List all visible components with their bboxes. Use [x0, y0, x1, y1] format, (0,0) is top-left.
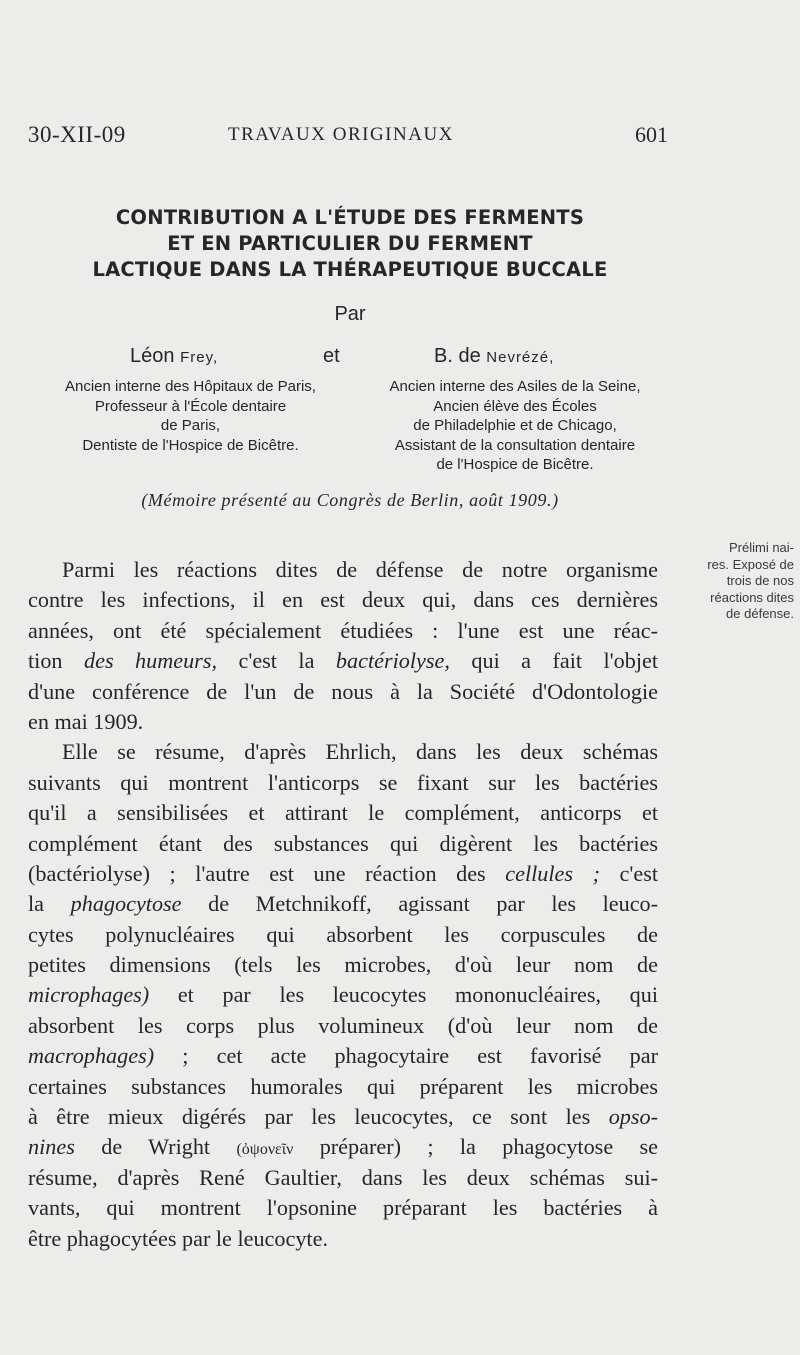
- paragraph-line: être phagocytées par le leucocyte.: [28, 1225, 328, 1251]
- affiliation-line: Ancien interne des Asiles de la Seine,: [389, 378, 641, 395]
- paragraph-line: cytes polynucléaires qui absorbent les corpuscules de: [28, 921, 658, 947]
- text-run: préparer) ; la phagocytose se: [319, 1134, 659, 1160]
- title-line: LACTIQUE DANS LA THÉRAPEUTIQUE BUCCALE: [92, 258, 608, 281]
- paragraph-line: Elle se résume, d'après Ehrlich, dans les deux schémas: [62, 739, 658, 765]
- author-2-name: [434, 345, 554, 368]
- affiliation-line: Dentiste de l'Hospice de Bicêtre.: [82, 436, 299, 454]
- paragraph-line: vants, qui montrent l'opsonine préparant les bactéries à: [28, 1195, 658, 1221]
- body-text: [28, 555, 658, 1254]
- paragraph-line: [28, 1132, 658, 1162]
- text-run: qui a fait l'objet: [471, 648, 659, 674]
- paragraph-line: années, ont été spécialement étudiées : l'une est une réac-: [28, 617, 658, 643]
- author-1-affiliations: [38, 377, 343, 455]
- emphasis-term: opso-: [608, 1104, 659, 1130]
- affiliation-line: Ancien interne des Hôpitaux de Paris,: [65, 378, 316, 395]
- text-run: c'est la: [238, 648, 315, 674]
- text-run: c'est: [619, 860, 659, 886]
- byline-par: Par: [334, 303, 366, 325]
- title-line: CONTRIBUTION A L'ÉTUDE DES FERMENTS: [115, 206, 585, 229]
- emphasis-term: microphages): [28, 982, 150, 1008]
- emphasis-term: des humeurs,: [84, 648, 218, 674]
- text-run: ; cet acte phagocytaire est favorisé par: [182, 1043, 659, 1069]
- paragraph-line: d'une conférence de l'un de nous à la Société d'Odontologie: [28, 678, 658, 704]
- text-run: de Wright: [101, 1134, 211, 1160]
- greek-term: (ὀψονεῖν: [236, 1141, 294, 1159]
- paragraph-line: [28, 646, 658, 676]
- text-run: de Metchnikoff, agissant par les leuco-: [208, 891, 659, 917]
- affiliation-line: Professeur à l'École dentaire: [94, 397, 287, 415]
- paragraph-line: [28, 859, 658, 889]
- author-2-affiliations: [345, 377, 685, 475]
- emphasis-term: bactériolyse,: [335, 648, 450, 674]
- author-2-last-name: Nevrézé,: [486, 349, 555, 366]
- paragraph-line: qu'il a sensibilisées et attirant le complément, anticorps et: [28, 800, 658, 826]
- margin-note-line: res. Exposé de: [707, 556, 794, 572]
- page-number: 601: [635, 122, 668, 147]
- margin-note-line: réactions dites: [710, 589, 794, 605]
- article-title: [30, 205, 670, 283]
- margin-note-line: trois de nos: [726, 573, 794, 588]
- paragraph-line: complément étant des substances qui digèrent les bactéries: [28, 830, 658, 856]
- margin-note: [676, 540, 794, 623]
- author-conjunction: et: [323, 345, 340, 367]
- text-run: (bactériolyse) ; l'autre est une réaction des: [28, 860, 486, 886]
- affiliation-line: Ancien élève des Écoles: [433, 397, 597, 415]
- memoire-note: (Mémoire présenté au Congrès de Berlin, août 1909.): [141, 490, 559, 510]
- paragraph-line: petites dimensions (tels les microbes, d'où leur nom de: [28, 952, 658, 978]
- text-run: la: [28, 891, 45, 917]
- text-run: à être mieux digérés par les leucocytes, ce sont les: [28, 1104, 591, 1130]
- text-run: et par les leucocytes mononucléaires, qui: [177, 982, 658, 1008]
- emphasis-term: macrophages): [28, 1043, 155, 1069]
- text-run: tion: [28, 648, 63, 674]
- paragraph-line: certaines substances humorales qui préparent les microbes: [28, 1073, 658, 1099]
- emphasis-term: cellules ;: [505, 860, 600, 886]
- emphasis-term: nines: [28, 1134, 75, 1160]
- running-head: [28, 122, 668, 152]
- paragraph-line: [28, 1041, 658, 1071]
- paragraph-line: [28, 980, 658, 1010]
- margin-note-line: Prélimi nai-: [728, 540, 794, 555]
- paragraph-line: [28, 1102, 658, 1132]
- author-2-first-name: B. de: [434, 345, 481, 367]
- margin-note-line: de défense.: [726, 606, 794, 621]
- paragraph-line: résume, d'après René Gaultier, dans les deux schémas sui-: [28, 1164, 658, 1190]
- author-1-first-name: Léon: [130, 345, 175, 367]
- title-line: ET EN PARTICULIER DU FERMENT: [167, 232, 533, 255]
- affiliation-line: Assistant de la consultation dentaire: [394, 436, 636, 454]
- paragraph-line: [28, 889, 658, 919]
- paragraph-line: Parmi les réactions dites de défense de notre organisme: [62, 557, 658, 582]
- paragraph-line: en mai 1909.: [28, 708, 144, 734]
- author-1-name: [130, 345, 218, 368]
- emphasis-term: phagocytose: [70, 891, 182, 917]
- running-head-section: TRAVAUX ORIGINAUX: [228, 124, 454, 145]
- author-1-last-name: Frey,: [180, 349, 219, 366]
- paragraph-line: suivants qui montrent l'anticorps se fixant sur les bactéries: [28, 769, 658, 795]
- paragraph-line: contre les infections, il en est deux qui, dans ces dernières: [28, 587, 658, 613]
- affiliation-line: de Paris,: [160, 417, 221, 434]
- paragraph-line: absorbent les corps plus volumineux (d'où leur nom de: [28, 1012, 658, 1038]
- affiliation-line: de l'Hospice de Bicêtre.: [436, 456, 594, 473]
- affiliation-line: de Philadelphie et de Chicago,: [413, 417, 617, 434]
- running-head-date: 30-XII-09: [28, 122, 126, 147]
